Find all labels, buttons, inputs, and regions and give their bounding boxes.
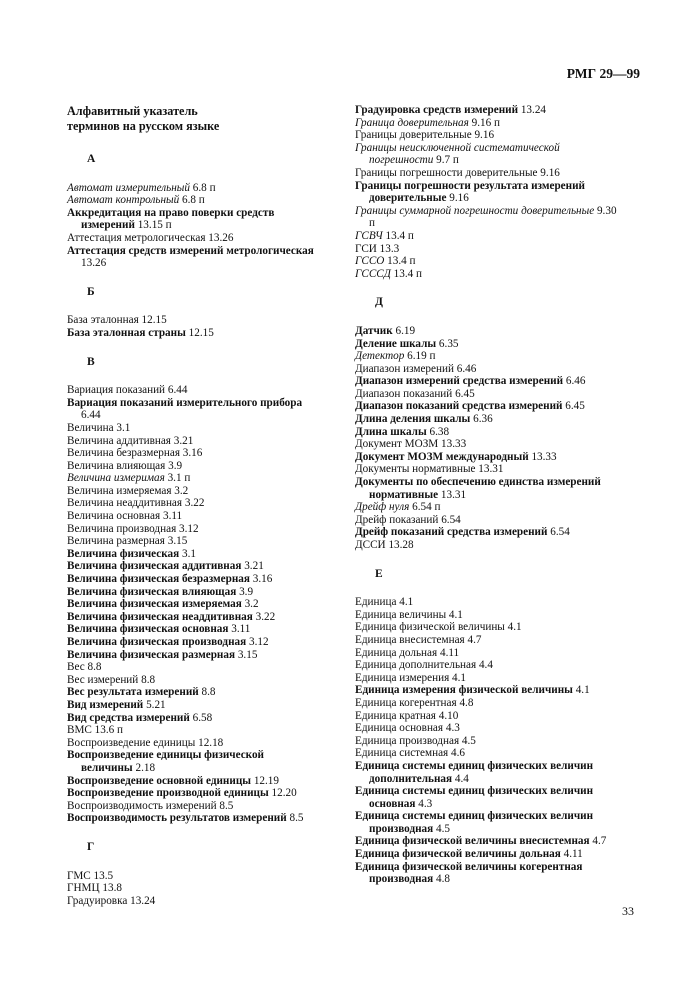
index-reference: 3.11 <box>160 510 183 523</box>
index-entry <box>355 501 617 514</box>
index-entry <box>67 686 317 699</box>
index-reference: 4.7 <box>589 835 607 848</box>
index-reference: 12.20 <box>268 787 297 800</box>
index-term: Аттестация средств измерений метрологическая <box>67 244 314 257</box>
index-entry <box>355 476 617 501</box>
index-term: Единица основная <box>355 722 444 735</box>
index-reference: 4.3 <box>443 722 460 735</box>
index-entry <box>67 510 317 523</box>
index-term: Градуировка <box>67 894 128 907</box>
index-term: Единица производная <box>355 734 460 747</box>
index-reference: 9.16 п <box>468 116 501 129</box>
index-reference: 3.16 <box>249 573 273 586</box>
index-reference: 6.8 п <box>179 194 205 207</box>
index-entry <box>67 327 317 340</box>
index-column-right <box>355 104 617 886</box>
index-reference: 3.16 <box>179 447 203 460</box>
index-term: Величина аддитивная <box>67 434 171 447</box>
index-reference: 6.45 <box>452 387 475 400</box>
index-reference: 3.2 <box>241 598 259 611</box>
index-entry <box>355 338 617 351</box>
index-entry <box>67 497 317 510</box>
index-term: Воспроизводимость результатов измерений <box>67 812 287 825</box>
index-reference: 3.9 <box>236 585 254 598</box>
index-entry <box>355 659 617 672</box>
index-term: Величина неаддитивная <box>67 497 183 510</box>
index-entry <box>67 882 317 895</box>
index-entry <box>67 623 317 636</box>
index-term: Величина размерная <box>67 535 165 548</box>
index-entry <box>355 129 617 142</box>
index-term: Единица кратная <box>355 709 436 722</box>
index-reference: 13.26 <box>81 257 107 270</box>
index-entry <box>67 895 317 908</box>
index-entry <box>355 747 617 760</box>
index-term: Воспроизведение единицы <box>67 736 196 749</box>
index-reference: 3.22 <box>182 497 205 510</box>
index-entry <box>67 812 317 825</box>
index-reference: 3.2 <box>171 484 189 497</box>
index-entry <box>67 422 317 435</box>
index-term: Величина физическая безразмерная <box>67 573 250 586</box>
index-term: Единица измерения физической величины <box>355 684 573 697</box>
index-entry <box>355 697 617 710</box>
index-reference: 3.9 <box>165 459 183 472</box>
index-entry <box>67 485 317 498</box>
index-reference: 4.1 <box>396 596 414 609</box>
index-reference: 6.8 п <box>189 181 216 194</box>
index-entry <box>355 243 617 256</box>
index-term: Аккредитация на право поверки средств измерений <box>67 206 275 232</box>
index-entry <box>355 230 617 243</box>
index-reference: 9.7 п <box>433 154 459 167</box>
index-term: Величина производная <box>67 522 177 535</box>
index-term: Документ МОЗМ <box>355 438 439 451</box>
index-reference: 13.4 п <box>390 267 423 280</box>
index-reference: 6.44 <box>81 409 101 422</box>
index-entry <box>355 142 617 167</box>
index-term: Документы нормативные <box>355 463 476 476</box>
index-reference: 9.16 <box>471 129 495 142</box>
index-entry <box>67 535 317 548</box>
index-reference: 3.21 <box>170 434 194 447</box>
index-term: Длина шкалы <box>355 425 427 438</box>
index-entry <box>355 268 617 281</box>
index-reference: 3.12 <box>176 522 199 535</box>
index-entry <box>67 245 317 270</box>
index-term: Документы по обеспечению единства измерений нормативные <box>355 476 601 501</box>
index-entry <box>355 463 617 476</box>
index-reference: 6.35 <box>436 337 459 350</box>
index-term: Вес измерений <box>67 673 139 686</box>
index-reference: 6.45 <box>562 400 585 413</box>
index-entry <box>67 548 317 561</box>
index-term: Границы суммарной погрешности доверительные <box>355 204 595 217</box>
index-term: Единица внесистемная <box>355 633 465 646</box>
index-term: Единица дополнительная <box>355 659 477 672</box>
index-entry <box>355 647 617 660</box>
index-entry <box>355 451 617 464</box>
index-entry <box>355 514 617 527</box>
index-entry <box>355 426 617 439</box>
index-entry <box>67 749 317 774</box>
index-term: Величина физическая основная <box>67 623 229 636</box>
index-reference: 13.33 <box>438 438 467 451</box>
index-entry <box>355 388 617 401</box>
index-term: Аттестация метрологическая <box>67 231 206 244</box>
index-term: Длина деления шкалы <box>355 413 471 426</box>
index-reference: 6.54 <box>547 526 570 539</box>
index-term: Дрейф показаний <box>355 513 439 526</box>
index-entry <box>355 609 617 622</box>
index-entry <box>67 800 317 813</box>
index-reference: 12.15 <box>138 314 167 327</box>
index-entry <box>355 634 617 647</box>
index-entry <box>355 735 617 748</box>
index-term: Единица физической величины дольная <box>355 848 561 861</box>
index-entry <box>67 384 317 397</box>
index-term: Вид измерений <box>67 698 144 711</box>
index-reference: 4.11 <box>437 646 460 659</box>
index-reference: 4.10 <box>435 709 459 722</box>
index-entry <box>67 232 317 245</box>
index-term: Воспроизводимость измерений <box>67 799 217 812</box>
index-term: Величина <box>67 421 114 434</box>
index-term: Границы неисключенной систематической погрешности <box>355 141 560 167</box>
index-entry <box>67 573 317 586</box>
index-reference: 12.18 <box>195 736 224 749</box>
index-term: Единица системы единиц физических величин основная <box>355 785 594 810</box>
index-term: База эталонная страны <box>67 326 186 339</box>
index-reference: 8.8 <box>138 673 156 686</box>
index-term: Единица физической величины когерентная производная <box>355 860 583 886</box>
index-entry <box>355 539 617 552</box>
index-entry <box>67 724 317 737</box>
index-reference: 6.54 <box>438 513 461 526</box>
index-reference: 4.1 <box>449 671 466 684</box>
index-term: Диапазон измерений <box>355 362 454 375</box>
index-reference: 3.1 <box>179 547 196 560</box>
index-entry <box>67 397 317 422</box>
index-entry <box>67 636 317 649</box>
index-reference: 8.5 <box>216 799 234 812</box>
index-entry <box>67 182 317 195</box>
index-reference: 4.11 <box>560 848 583 861</box>
index-term: Границы погрешности результата измерений доверительные <box>355 179 585 205</box>
index-entry <box>355 117 617 130</box>
index-entry <box>67 586 317 599</box>
index-entry <box>67 699 317 712</box>
index-reference: 6.44 <box>165 384 188 397</box>
index-reference: 3.22 <box>252 610 276 623</box>
index-entry <box>67 523 317 536</box>
index-entry <box>355 526 617 539</box>
index-entry <box>355 205 617 230</box>
index-reference: 6.46 <box>563 375 586 388</box>
index-term: ГНМЦ <box>67 882 100 895</box>
index-term: Величина измеряемая <box>67 484 172 497</box>
index-reference: 3.15 <box>164 535 188 548</box>
index-entry <box>355 848 617 861</box>
index-reference: 13.5 <box>90 869 114 882</box>
index-reference: 13.15 п <box>134 219 172 232</box>
index-term: Величина физическая размерная <box>67 648 236 661</box>
index-reference: 6.54 п <box>409 501 441 514</box>
index-title-line-2: терминов на русском языке <box>67 118 220 133</box>
index-entry <box>355 684 617 697</box>
index-entry <box>355 375 617 388</box>
index-term: Границы доверительные <box>355 129 472 142</box>
index-term: Детектор <box>355 350 405 363</box>
index-entry <box>355 167 617 180</box>
document-code: РМГ 29—99 <box>566 66 640 81</box>
index-entry <box>67 314 317 327</box>
index-term: ГСССД <box>355 267 391 280</box>
index-entry <box>355 104 617 117</box>
section-letter: Г <box>87 840 95 853</box>
index-entry <box>355 438 617 451</box>
index-term: Дрейф нуля <box>355 501 410 514</box>
index-reference: 6.36 <box>470 413 493 426</box>
index-reference: 4.8 <box>456 696 474 709</box>
index-reference: 6.46 <box>453 362 477 375</box>
index-reference: 2.18 <box>132 761 156 774</box>
index-term: ГСВЧ <box>355 229 383 242</box>
index-entry <box>67 194 317 207</box>
index-term: Диапазон показаний средства измерений <box>355 400 563 413</box>
index-reference: 5.21 <box>143 698 166 711</box>
index-reference: 4.6 <box>448 747 465 760</box>
index-term: ДССИ <box>355 539 386 551</box>
index-reference: 13.24 <box>518 104 546 116</box>
index-entry <box>67 598 317 611</box>
index-term: Единица системы единиц физических величин производная <box>355 810 594 835</box>
index-term: Датчик <box>355 324 393 337</box>
index-column-left <box>67 104 317 907</box>
index-term: Документ МОЗМ международный <box>355 450 529 463</box>
index-reference: 4.4 <box>452 772 469 785</box>
index-term: Единица физической величины внесистемная <box>355 835 590 848</box>
index-entry <box>67 870 317 883</box>
index-reference: 6.19 <box>392 324 416 337</box>
index-reference: 4.5 <box>459 734 476 747</box>
index-term: Автомат контрольный <box>67 194 180 207</box>
index-entry <box>355 363 617 376</box>
index-term: Деление шкалы <box>355 337 437 350</box>
index-entry <box>67 435 317 448</box>
index-entry <box>67 649 317 662</box>
index-entry <box>355 861 617 886</box>
page-number: 33 <box>622 904 634 918</box>
index-term: ГССО <box>355 255 385 268</box>
index-reference: 3.12 <box>246 636 269 648</box>
index-entry <box>67 674 317 687</box>
index-reference: 3.21 <box>241 560 264 573</box>
index-term: Дрейф показаний средства измерений <box>355 526 548 539</box>
index-term: Граница доверительная <box>355 116 469 129</box>
index-term: Величина физическая измеряемая <box>67 598 242 611</box>
index-entry <box>67 447 317 460</box>
index-reference: 4.8 <box>433 873 450 886</box>
index-term: Величина физическая аддитивная <box>67 560 242 573</box>
index-reference: 6.38 <box>426 425 450 438</box>
index-reference: 9.30 п <box>369 204 617 230</box>
index-entry <box>67 712 317 725</box>
index-entry <box>355 180 617 205</box>
index-term: Воспроизведение основной единицы <box>67 774 252 787</box>
index-reference: 13.3 <box>376 242 400 255</box>
index-term: Единица когерентная <box>355 696 457 709</box>
index-reference: 12.19 <box>251 774 279 787</box>
index-reference: 9.16 <box>446 192 469 205</box>
section-letter: Б <box>87 285 95 298</box>
index-reference: 4.1 <box>446 608 463 621</box>
index-reference: 3.15 <box>235 648 258 661</box>
index-reference: 4.4 <box>476 659 493 672</box>
index-entry <box>355 596 617 609</box>
index-reference: 13.6 п <box>91 724 124 737</box>
index-term: Границы погрешности доверительные <box>355 166 538 179</box>
index-term: Вид средства измерений <box>67 711 190 724</box>
index-reference: 3.1 <box>113 421 131 434</box>
index-entry <box>355 785 617 810</box>
index-reference: 3.1 п <box>164 472 191 485</box>
index-term: Воспроизведение единицы физической величины <box>67 749 264 774</box>
index-term: Величина безразмерная <box>67 447 180 460</box>
index-term: ГСИ <box>355 242 377 255</box>
index-reference: 13.26 <box>205 231 234 244</box>
index-reference: 13.33 <box>528 450 557 463</box>
index-reference: 3.11 <box>228 623 251 636</box>
index-reference: 13.28 <box>385 539 414 551</box>
index-reference: 8.8 <box>198 686 216 699</box>
index-reference: 4.3 <box>415 797 433 810</box>
index-entry <box>355 413 617 426</box>
index-term: Единица <box>355 596 397 609</box>
index-entries-left <box>67 153 317 907</box>
index-entry <box>355 760 617 785</box>
index-reference: 8.5 <box>286 812 304 825</box>
section-letter: А <box>87 153 96 165</box>
index-reference: 4.1 <box>504 621 522 634</box>
index-term: Величина физическая производная <box>67 636 247 648</box>
index-term: Величина измеримая <box>67 472 165 485</box>
index-term: Единица величины <box>355 608 447 621</box>
index-entry <box>67 472 317 485</box>
index-reference: 13.4 п <box>382 229 414 242</box>
index-reference: 13.24 <box>127 894 156 907</box>
index-term: Величина физическая <box>67 547 180 560</box>
index-term: Вес результата измерений <box>67 686 199 699</box>
index-term: ГМС <box>67 869 91 882</box>
index-entry <box>355 255 617 268</box>
section-letter: Е <box>375 567 383 580</box>
index-entries-right <box>355 104 617 886</box>
index-term: Единица системы единиц физических величин дополнительная <box>355 759 594 785</box>
index-entry <box>355 722 617 735</box>
index-entry <box>355 621 617 634</box>
index-entry <box>355 810 617 835</box>
index-entry <box>355 672 617 685</box>
index-term: Диапазон измерений средства измерений <box>355 375 564 388</box>
index-term: Величина физическая влияющая <box>67 585 237 598</box>
index-term: Величина влияющая <box>67 459 166 472</box>
index-reference: 4.1 <box>572 684 590 697</box>
index-term: База эталонная <box>67 314 139 327</box>
index-term: Величина основная <box>67 510 161 523</box>
index-term: Вариация показаний измерительного прибора <box>67 396 303 409</box>
index-reference: 13.8 <box>99 882 122 895</box>
index-reference: 6.19 п <box>404 350 436 363</box>
index-term: Единица системная <box>355 747 449 760</box>
index-term: ВМС <box>67 724 92 737</box>
index-title-line-1: Алфавитный указатель <box>67 104 198 118</box>
section-letter: В <box>87 355 95 368</box>
index-entry <box>67 611 317 624</box>
index-term: Единица дольная <box>355 646 438 659</box>
index-term: Величина физическая неаддитивная <box>67 610 253 623</box>
index-entry <box>67 560 317 573</box>
index-term: Вариация показаний <box>67 384 166 397</box>
index-entry <box>67 737 317 750</box>
index-term: Единица измерения <box>355 671 450 684</box>
index-entry <box>355 350 617 363</box>
index-term: Единица физической величины <box>355 621 505 634</box>
index-reference: 12.15 <box>185 326 214 339</box>
index-term: Автомат измерительный <box>67 181 190 194</box>
index-entry <box>67 460 317 473</box>
index-entry <box>355 400 617 413</box>
index-reference: 4.7 <box>464 633 482 646</box>
index-entry <box>355 710 617 723</box>
index-reference: 13.4 п <box>384 255 416 268</box>
index-term: Градуировка средств измерений <box>355 104 519 116</box>
index-entry <box>67 661 317 674</box>
index-entry <box>67 207 317 232</box>
index-term: Диапазон показаний <box>355 387 453 400</box>
index-term: Вес <box>67 661 85 674</box>
index-reference: 13.31 <box>438 488 467 501</box>
index-term: Воспроизведение производной единицы <box>67 787 269 800</box>
index-reference: 6.58 <box>189 711 213 724</box>
index-entry <box>67 787 317 800</box>
index-entry <box>67 775 317 788</box>
index-entry <box>355 325 617 338</box>
index-reference: 13.31 <box>475 463 504 476</box>
index-entry <box>355 835 617 848</box>
section-letter: Д <box>375 296 383 309</box>
index-reference: 9.16 <box>537 166 560 179</box>
index-reference: 8.8 <box>84 661 102 674</box>
index-reference: 4.5 <box>433 822 450 835</box>
